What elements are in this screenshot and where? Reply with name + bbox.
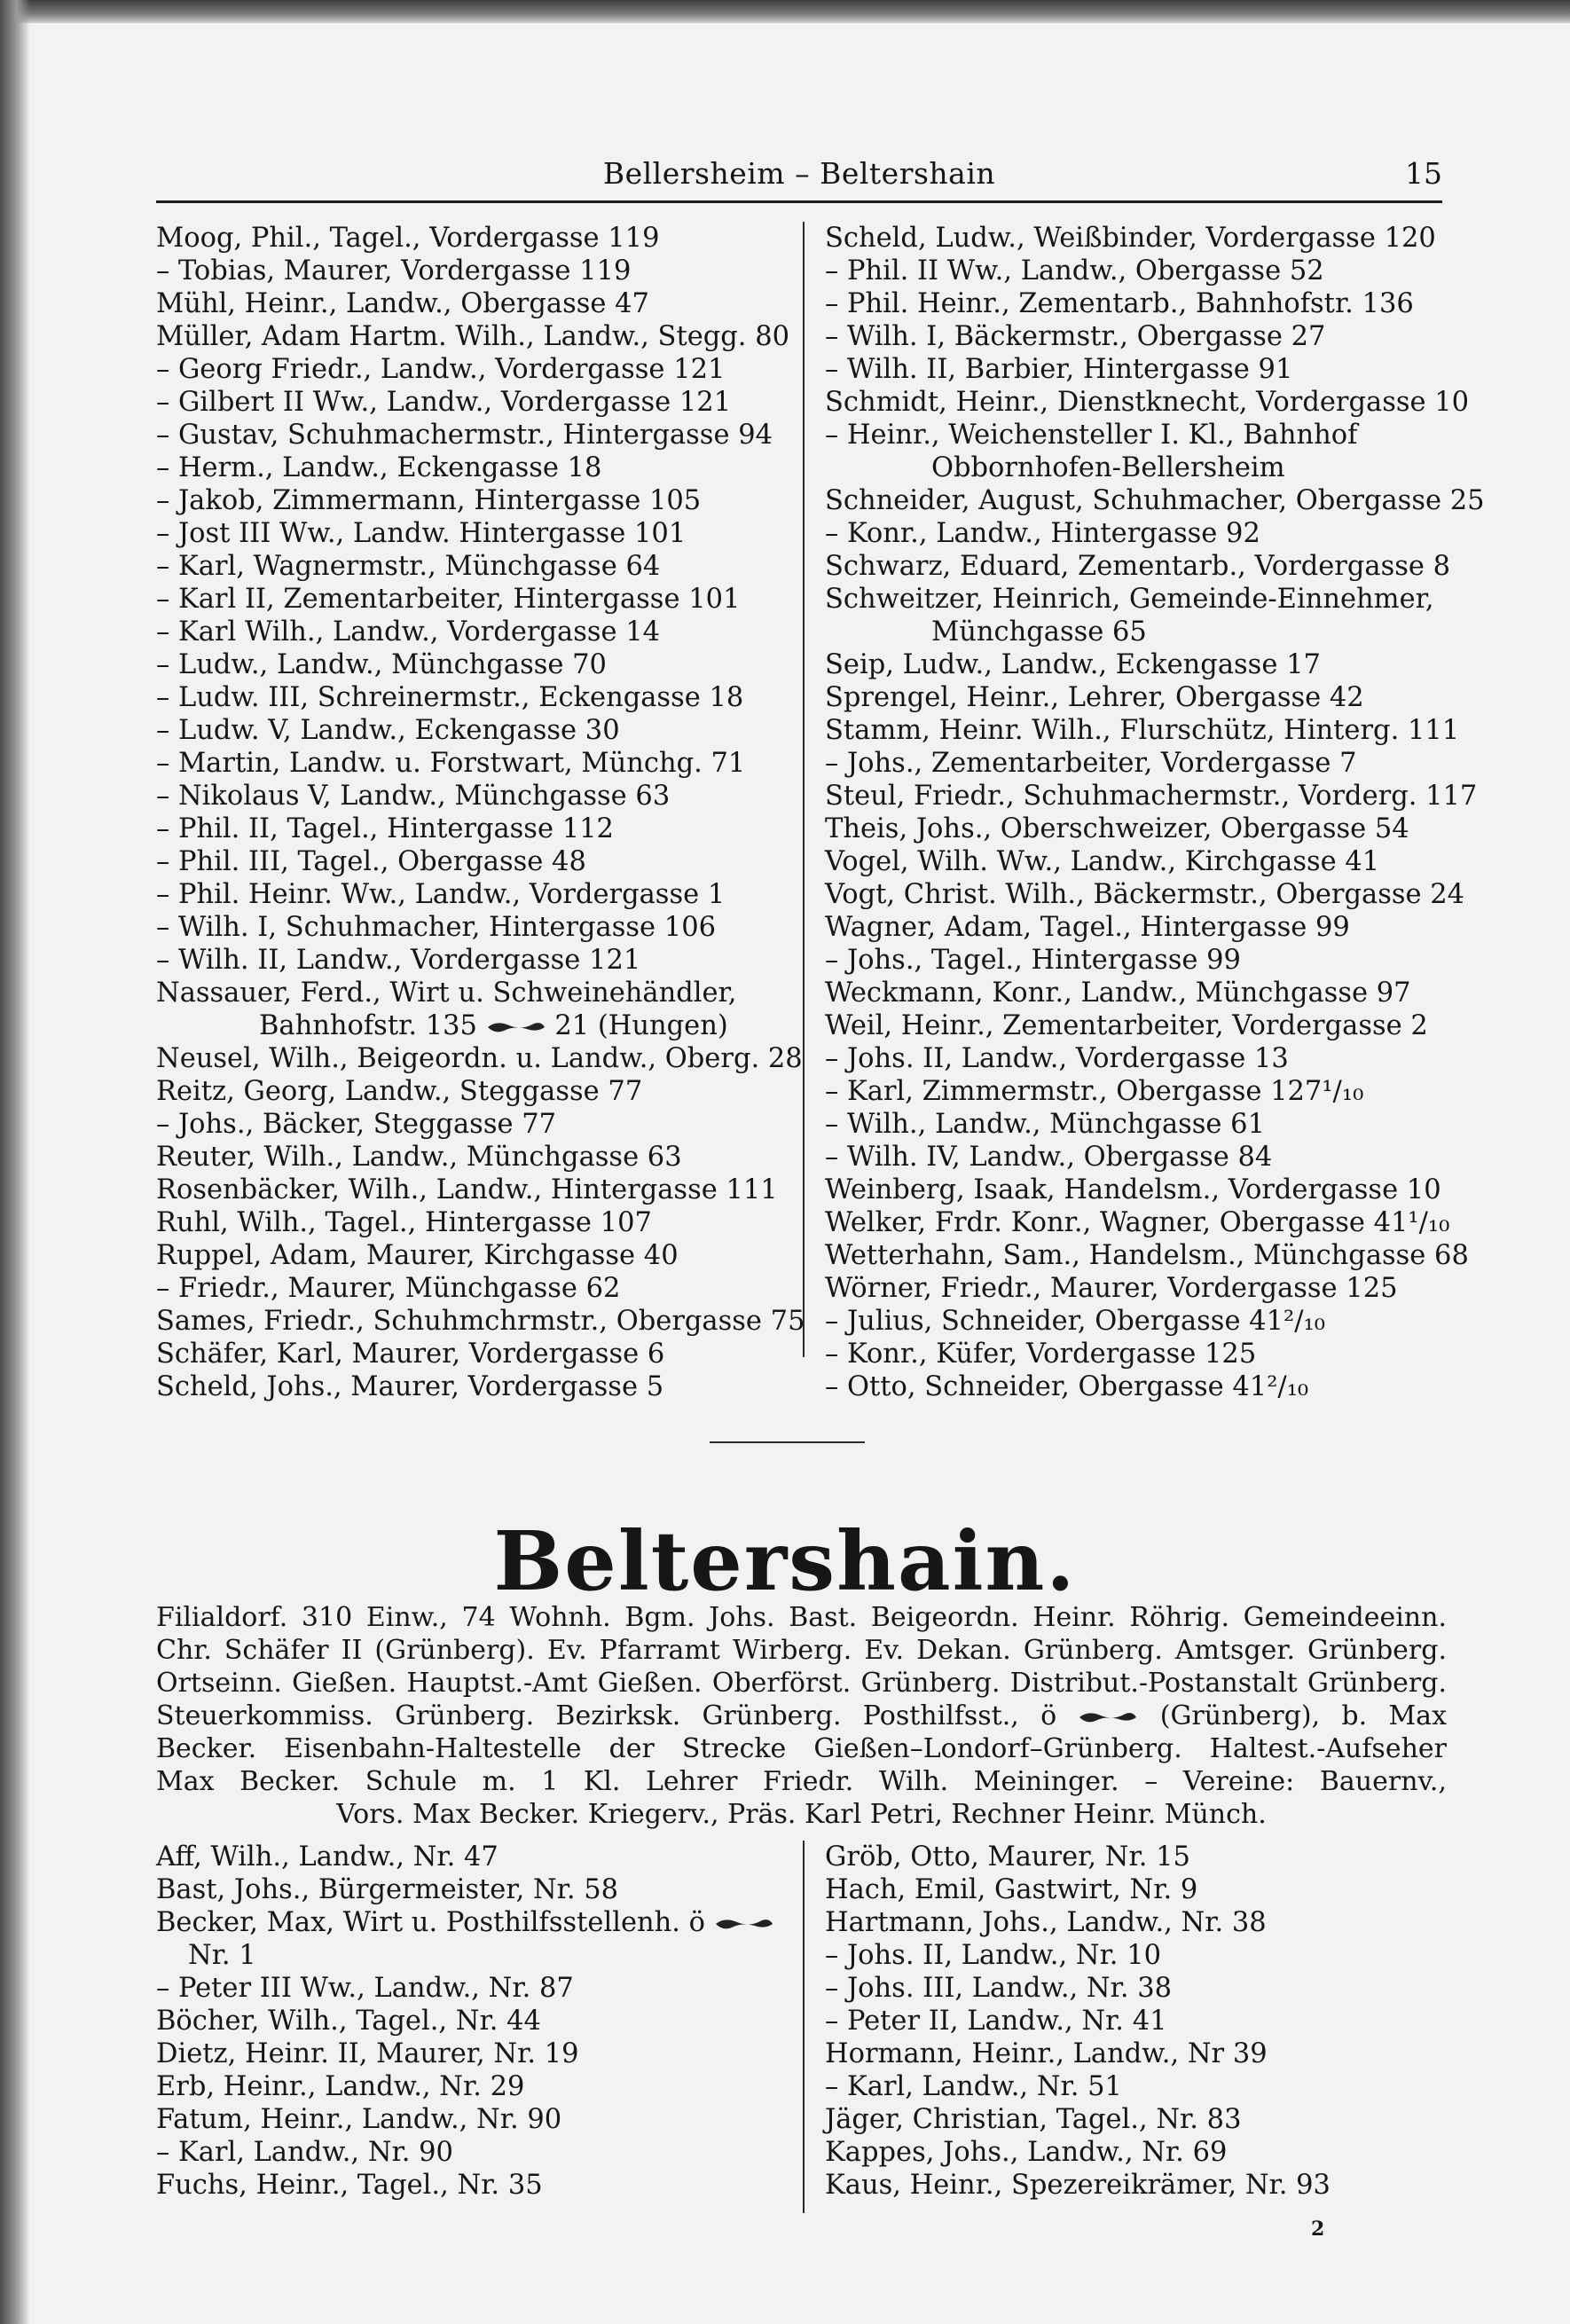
list-item: – Phil. Heinr., Zementarb., Bahnhofstr. 136 (825, 288, 1414, 319)
list-item: Reitz, Georg, Landw., Steggasse 77 (156, 1076, 643, 1107)
list-item: Nassauer, Ferd., Wirt u. Schweinehändler, (156, 977, 737, 1009)
list-item-continuation: Obbornhofen-Bellersheim (931, 452, 1285, 483)
list-item: Aff, Wilh., Landw., Nr. 47 (156, 1841, 498, 1873)
list-item: Hormann, Heinr., Landw., Nr 39 (825, 2038, 1268, 2069)
list-item-continuation: Nr. 1 (188, 1940, 256, 1971)
list-item: – Friedr., Maurer, Münchgasse 62 (156, 1273, 621, 1304)
list-item: Moog, Phil., Tagel., Vordergasse 119 (156, 223, 660, 254)
list-item: Ruhl, Wilh., Tagel., Hintergasse 107 (156, 1207, 652, 1238)
column-rule (803, 222, 805, 1357)
list-item: Wagner, Adam, Tagel., Hintergasse 99 (825, 912, 1350, 943)
list-item: – Ludw. V, Landw., Eckengasse 30 (156, 715, 620, 746)
list-item: – Wilh., Landw., Münchgasse 61 (825, 1109, 1265, 1140)
list-item: Seip, Ludw., Landw., Eckengasse 17 (825, 649, 1321, 680)
intro-line: Filialdorf. 310 Einw., 74 Wohnh. Bgm. Johs. Bast. Beigeordn. Heinr. Röhrig. Gemeindeeinn. (156, 1602, 1447, 1633)
list-item: – Konr., Landw., Hintergasse 92 (825, 518, 1260, 549)
section-divider (710, 1441, 865, 1443)
list-item: – Konr., Küfer, Vordergasse 125 (825, 1339, 1257, 1370)
list-item: – Herm., Landw., Eckengasse 18 (156, 452, 602, 483)
list-item: Ruppel, Adam, Maurer, Kirchgasse 40 (156, 1240, 679, 1271)
list-item: – Phil. Heinr. Ww., Landw., Vordergasse 1 (156, 879, 726, 910)
list-item: – Karl II, Zementarbeiter, Hintergasse 101 (156, 584, 741, 615)
list-item: – Johs., Zementarbeiter, Vordergasse 7 (825, 748, 1357, 779)
column-rule (803, 1841, 805, 2213)
list-item: – Ludw., Landw., Münchgasse 70 (156, 649, 607, 680)
list-item: – Gilbert II Ww., Landw., Vordergasse 121 (156, 387, 732, 418)
list-item: Dietz, Heinr. II, Maurer, Nr. 19 (156, 2038, 579, 2069)
list-item: – Karl, Landw., Nr. 90 (156, 2137, 453, 2168)
list-item: – Julius, Schneider, Obergasse 41²/₁₀ (825, 1306, 1325, 1337)
list-item: Kaus, Heinr., Spezereikrämer, Nr. 93 (825, 2170, 1331, 2201)
intro-line-with-symbol (156, 1700, 1447, 1732)
list-item: – Tobias, Maurer, Vordergasse 119 (156, 255, 632, 287)
book-binding-top (0, 0, 1570, 23)
list-item: Müller, Adam Hartm. Wilh., Landw., Stegg. 80 (156, 321, 790, 352)
list-item: – Jakob, Zimmermann, Hintergasse 105 (156, 485, 702, 516)
list-item-with-symbol (156, 1906, 795, 1939)
telephone-icon (486, 1018, 546, 1036)
list-item: – Heinr., Weichensteller I. Kl., Bahnhof (825, 420, 1358, 451)
list-item: – Jost III Ww., Landw. Hintergasse 101 (156, 518, 687, 549)
bottom-left-column (156, 1841, 795, 2213)
list-item: – Phil. III, Tagel., Obergasse 48 (156, 846, 586, 877)
list-item: Vogt, Christ. Wilh., Bäckermstr., Obergasse 24 (825, 879, 1465, 910)
list-item: – Peter III Ww., Landw., Nr. 87 (156, 1973, 574, 2004)
list-item: Stamm, Heinr. Wilh., Flurschütz, Hinterg. 111 (825, 715, 1460, 746)
right-column (825, 222, 1485, 1403)
section-title: Beltershain. (493, 1513, 1077, 1609)
list-item: Mühl, Heinr., Landw., Obergasse 47 (156, 288, 649, 319)
list-item: Schäfer, Karl, Maurer, Vordergasse 6 (156, 1339, 665, 1370)
list-item: – Otto, Schneider, Obergasse 41²/₁₀ (825, 1371, 1309, 1402)
list-item: Erb, Heinr., Landw., Nr. 29 (156, 2071, 525, 2102)
list-item: Hartmann, Johs., Landw., Nr. 38 (825, 1907, 1267, 1938)
list-item: Neusel, Wilh., Beigeordn. u. Landw., Oberg. 28 (156, 1043, 803, 1074)
list-item: Sprengel, Heinr., Lehrer, Obergasse 42 (825, 682, 1364, 713)
list-item: Gröb, Otto, Maurer, Nr. 15 (825, 1841, 1190, 1873)
list-item: – Wilh. IV, Landw., Obergasse 84 (825, 1142, 1273, 1173)
list-item: Weil, Heinr., Zementarbeiter, Vordergasse 2 (825, 1010, 1428, 1041)
list-item: – Johs. II, Landw., Vordergasse 13 (825, 1043, 1289, 1074)
list-item: – Wilh. I, Schuhmacher, Hintergasse 106 (156, 912, 716, 943)
list-item: Welker, Frdr. Konr., Wagner, Obergasse 41¹/₁₀ (825, 1207, 1450, 1238)
list-item: – Johs., Tagel., Hintergasse 99 (825, 945, 1241, 976)
list-item: Schmidt, Heinr., Dienstknecht, Vordergasse 10 (825, 387, 1470, 418)
telephone-icon (1078, 1708, 1138, 1726)
list-item: – Johs. III, Landw., Nr. 38 (825, 1973, 1173, 2004)
list-item: Schneider, August, Schuhmacher, Obergasse 25 (825, 485, 1485, 516)
list-item-continuation (156, 1009, 795, 1042)
list-item: – Wilh. II, Landw., Vordergasse 121 (156, 945, 641, 976)
list-item: – Karl Wilh., Landw., Vordergasse 14 (156, 616, 661, 648)
list-item: Schwarz, Eduard, Zementarb., Vordergasse 8 (825, 551, 1451, 582)
list-item: – Phil. II, Tagel., Hintergasse 112 (156, 813, 614, 844)
intro-line: Chr. Schäfer II (Grünberg). Ev. Pfarramt Wirberg. Ev. Dekan. Grünberg. Amtsger. Grünberg. (156, 1635, 1447, 1666)
list-item: – Wilh. II, Barbier, Hintergasse 91 (825, 354, 1293, 385)
list-item: Weinberg, Isaak, Handelsm., Vordergasse 10 (825, 1174, 1441, 1205)
intro-line-text: Steuerkommiss. Grünberg. Bezirksk. Grünberg. Posthilfsst., ö (156, 1700, 1057, 1731)
list-item: Theis, Johs., Oberschweizer, Obergasse 54 (825, 813, 1409, 844)
header-rule (156, 200, 1442, 203)
list-item: Jäger, Christian, Tagel., Nr. 83 (825, 2104, 1242, 2135)
intro-line: Becker. Eisenbahn-Haltestelle der Strecke Gießen–Londorf–Grünberg. Haltest.-Aufseher (156, 1733, 1447, 1764)
running-head: Bellersheim – Beltershain (602, 156, 996, 191)
telephone-icon (714, 1915, 774, 1933)
list-item: – Johs. II, Landw., Nr. 10 (825, 1940, 1162, 1971)
list-item: – Gustav, Schuhmachermstr., Hintergasse 94 (156, 420, 773, 451)
list-item: Rosenbäcker, Wilh., Landw., Hintergasse 111 (156, 1174, 778, 1205)
list-item: – Ludw. III, Schreinermstr., Eckengasse 18 (156, 682, 744, 713)
intro-line: Max Becker. Schule m. 1 Kl. Lehrer Friedr. Wilh. Meininger. – Vereine: Bauernv., (156, 1766, 1447, 1797)
list-item: – Wilh. I, Bäckermstr., Obergasse 27 (825, 321, 1326, 352)
list-item: – Karl, Zimmermstr., Obergasse 127¹/₁₀ (825, 1076, 1364, 1107)
list-item: – Nikolaus V, Landw., Münchgasse 63 (156, 781, 671, 812)
list-item: Fatum, Heinr., Landw., Nr. 90 (156, 2104, 562, 2135)
bottom-right-column (825, 1841, 1446, 2213)
list-item-text: Becker, Max, Wirt u. Posthilfsstellenh. ö (156, 1907, 706, 1938)
list-item: – Johs., Bäcker, Steggasse 77 (156, 1109, 557, 1140)
list-item: Reuter, Wilh., Landw., Münchgasse 63 (156, 1142, 682, 1173)
nassauer-address: Bahnhofstr. 135 (259, 1010, 477, 1041)
intro-line-tail: (Grünberg), b. Max (1159, 1700, 1447, 1731)
list-item: Scheld, Johs., Maurer, Vordergasse 5 (156, 1371, 664, 1402)
list-item: Weckmann, Konr., Landw., Münchgasse 97 (825, 977, 1411, 1009)
page-number: 15 (1405, 156, 1442, 191)
list-item: – Georg Friedr., Landw., Vordergasse 121 (156, 354, 726, 385)
nassauer-phone: 21 (Hungen) (554, 1010, 728, 1041)
list-item: Wetterhahn, Sam., Handelsm., Münchgasse 68 (825, 1240, 1469, 1271)
list-item: – Peter II, Landw., Nr. 41 (825, 2006, 1167, 2037)
list-item: Schweitzer, Heinrich, Gemeinde-Einnehmer, (825, 584, 1434, 615)
list-item: Steul, Friedr., Schuhmachermstr., Vorderg. 117 (825, 781, 1478, 812)
book-binding-left (0, 0, 30, 2324)
intro-line: Vors. Max Becker. Kriegerv., Präs. Karl Petri, Rechner Heinr. Münch. (336, 1799, 1267, 1830)
list-item: Wörner, Friedr., Maurer, Vordergasse 125 (825, 1273, 1398, 1304)
list-item: – Karl, Wagnermstr., Münchgasse 64 (156, 551, 661, 582)
list-item: Sames, Friedr., Schuhmchrmstr., Obergasse 75 (156, 1306, 805, 1337)
list-item: Böcher, Wilh., Tagel., Nr. 44 (156, 2006, 541, 2037)
list-item: Kappes, Johs., Landw., Nr. 69 (825, 2137, 1228, 2168)
signature-mark: 2 (1311, 2218, 1325, 2241)
list-item: Vogel, Wilh. Ww., Landw., Kirchgasse 41 (825, 846, 1380, 877)
list-item-continuation: Münchgasse 65 (931, 616, 1147, 648)
list-item: Hach, Emil, Gastwirt, Nr. 9 (825, 1874, 1198, 1905)
left-column (156, 222, 805, 1403)
list-item: Fuchs, Heinr., Tagel., Nr. 35 (156, 2170, 543, 2201)
place-description (156, 1601, 1447, 1831)
list-item: – Martin, Landw. u. Forstwart, Münchg. 71 (156, 748, 746, 779)
list-item: Bast, Johs., Bürgermeister, Nr. 58 (156, 1874, 619, 1905)
list-item: – Karl, Landw., Nr. 51 (825, 2071, 1122, 2102)
intro-line: Ortseinn. Gießen. Hauptst.-Amt Gießen. Oberförst. Grünberg. Distribut.-Postanstalt Grünberg. (156, 1668, 1447, 1699)
list-item: Scheld, Ludw., Weißbinder, Vordergasse 120 (825, 223, 1436, 254)
list-item: – Phil. II Ww., Landw., Obergasse 52 (825, 255, 1324, 287)
page-header (156, 156, 1442, 195)
